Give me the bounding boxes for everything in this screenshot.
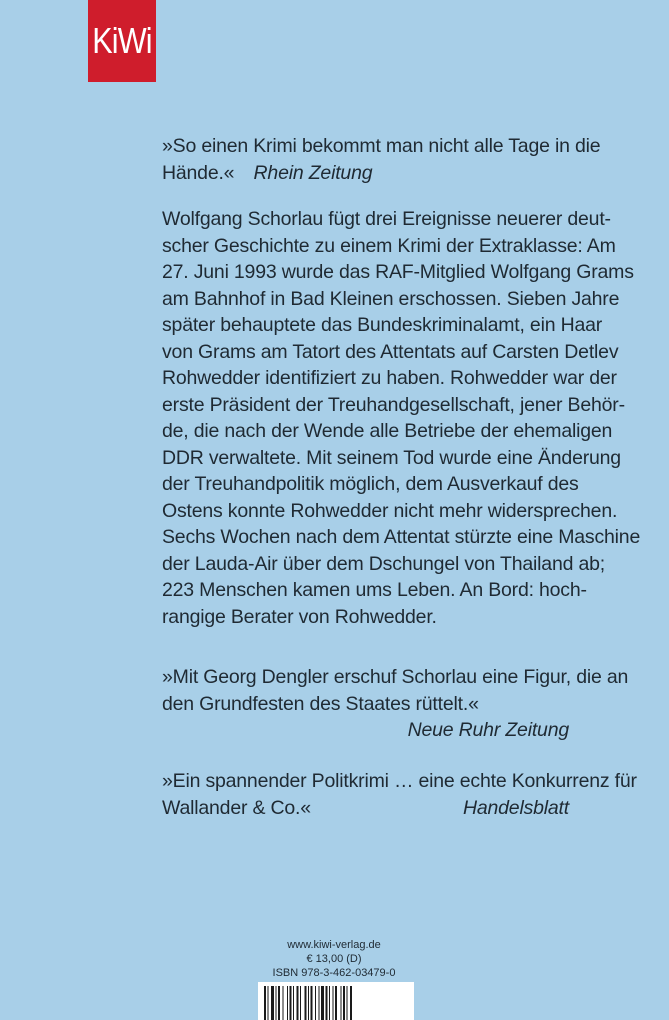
quote-line <box>162 160 607 187</box>
quote-line: den Grundfesten des Staates rüttelt.« <box>162 692 479 715</box>
blurb-line: scher Geschichte zu einem Krimi der Extraklasse: Am <box>162 234 616 257</box>
quote-line: »Mit Georg Dengler erschuf Schorlau eine Figur, die an <box>162 666 629 688</box>
quote-text-end: Wallander & Co.« <box>162 796 311 819</box>
blurb-line: am Bahnhof in Bad Kleinen erschossen. Sieben Jahre <box>162 287 620 310</box>
blurb-line: der Lauda-Air über dem Dschungel von Thailand ab; <box>162 552 605 575</box>
blurb-line: Sechs Wochen nach dem Attentat stürzte eine Maschine <box>162 526 641 548</box>
quote-rhein-zeitung <box>162 133 607 186</box>
quote-handelsblatt <box>162 768 637 821</box>
blurb-line: 223 Menschen kamen ums Leben. An Bord: hoch- <box>162 579 587 601</box>
blurb-line: Rohwedder identifiziert zu haben. Rohwedder war der <box>162 367 617 389</box>
quote-text-end: Hände.« <box>162 161 235 184</box>
quote-neue-ruhr-zeitung <box>162 664 629 744</box>
quote-source: Rhein Zeitung <box>253 161 373 184</box>
blurb-line: Wolfgang Schorlau fügt drei Ereignisse neuerer deut- <box>162 208 611 230</box>
quote-source: Handelsblatt <box>462 796 569 819</box>
barcode <box>258 982 414 1020</box>
quote-source: Neue Ruhr Zeitung <box>407 719 569 741</box>
publisher-website: www.kiwi-verlag.de <box>287 939 381 951</box>
quote-line: »Ein spannender Politkrimi … eine echte Konkurrenz für <box>162 770 637 792</box>
blurb-line: später behauptete das Bundeskriminalamt, ein Haar <box>162 314 603 336</box>
blurb-line: 27. Juni 1993 wurde das RAF-Mitglied Wolfgang Grams <box>162 261 634 283</box>
isbn: ISBN 978-3-462-03479-0 <box>272 967 396 979</box>
blurb-line: erste Präsident der Treuhandgesellschaft, jener Behör- <box>162 393 625 416</box>
price: € 13,00 (D) <box>306 953 362 965</box>
blurb-line: rangige Berater von Rohwedder. <box>162 605 437 628</box>
blurb-line: DDR verwaltete. Mit seinem Tod wurde eine Änderung <box>162 446 621 469</box>
quote-line <box>162 795 607 822</box>
blurb-line: von Grams am Tatort des Attentats auf Carsten Detlev <box>162 340 619 363</box>
blurb-line: der Treuhandpolitik möglich, dem Ausverkauf des <box>162 473 579 495</box>
quote-line: »So einen Krimi bekommt man nicht alle Tage in die <box>162 135 601 157</box>
publisher-logo: KiWi <box>88 0 156 82</box>
blurb-line: Ostens konnte Rohwedder nicht mehr widersprechen. <box>162 499 618 522</box>
blurb-paragraph <box>162 206 641 630</box>
blurb-line: de, die nach der Wende alle Betriebe der ehemaligen <box>162 420 613 442</box>
